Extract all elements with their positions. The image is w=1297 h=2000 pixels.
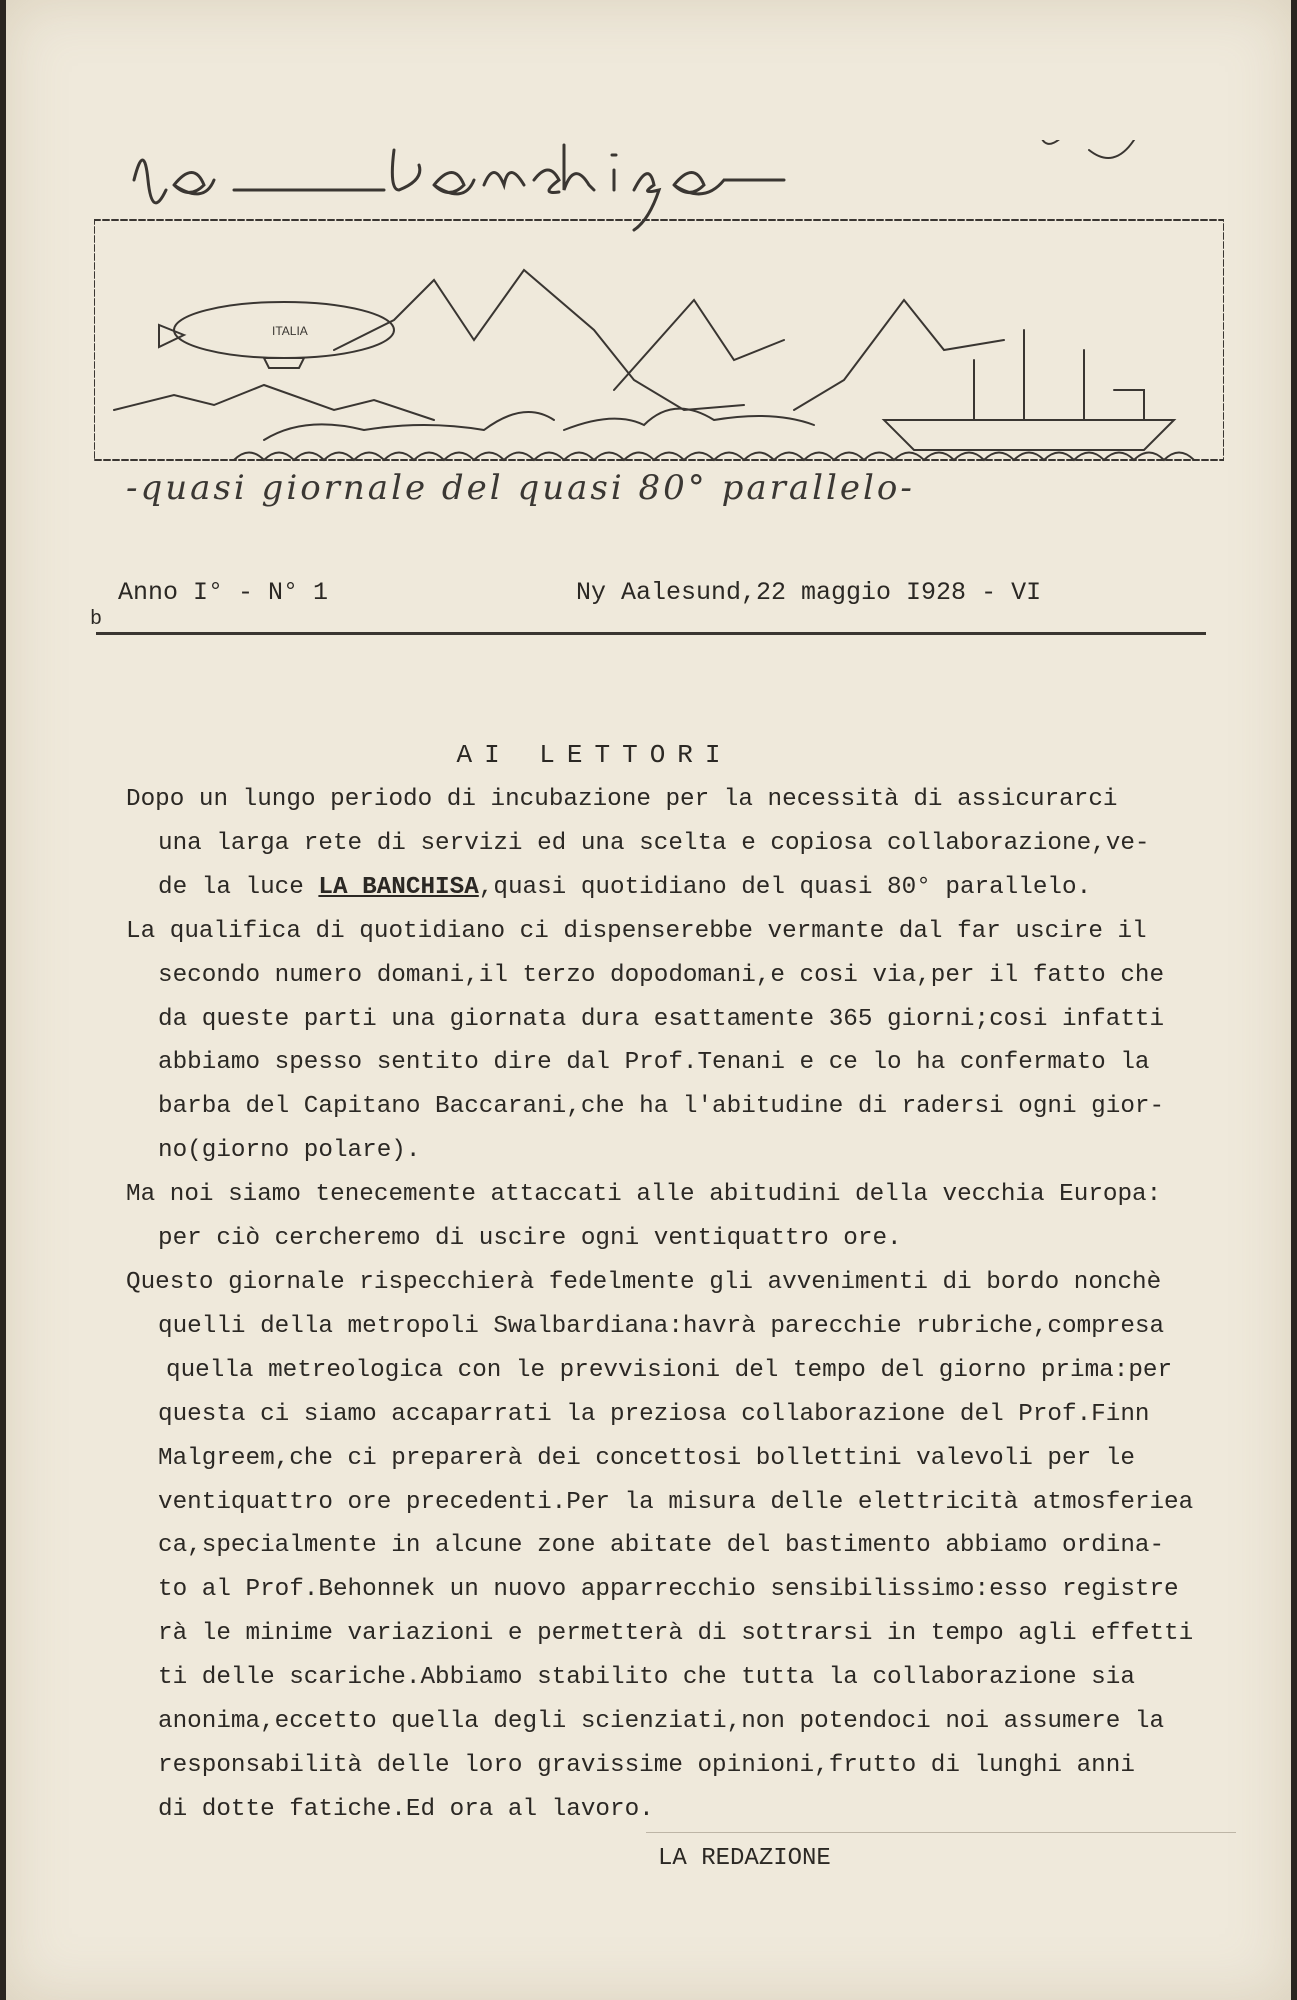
newspaper-page (6, 0, 1291, 2000)
line-text: ,quasi quotidiano del quasi 80° parallelo. (478, 873, 1092, 901)
line-text: Questo giornale rispecchierà fedelmente gli avvenimenti di bordo nonchè (126, 1268, 1162, 1296)
article-line (126, 1217, 1246, 1261)
masthead-logo (134, 145, 784, 230)
article-line (126, 1568, 1246, 1612)
line-text: secondo numero domani,il terzo dopodomani,e cosi via,per il fatto che (158, 961, 1165, 989)
signoff-divider (646, 1832, 1236, 1833)
line-text: questa ci siamo accaparrati la preziosa collaborazione del Prof.Finn (158, 1400, 1150, 1428)
article-line (126, 1437, 1246, 1481)
article-line (126, 1393, 1246, 1437)
line-text: responsabilità delle loro gravissime opinioni,frutto di lunghi anni (158, 1751, 1135, 1779)
line-text: Dopo un lungo periodo di incubazione per la necessità di assicurarci (126, 786, 1118, 813)
article-line (126, 1656, 1246, 1700)
newspaper-name: LA BANCHISA (318, 873, 479, 901)
article-line (126, 822, 1246, 866)
issue-number: Anno I° - N° 1 (118, 578, 329, 607)
article-line (126, 954, 1246, 998)
line-text: de la luce (158, 873, 319, 901)
masthead-illustration (94, 140, 1224, 485)
line-text: una larga rete di servizi ed una scelta e copiosa collaborazione,ve- (158, 829, 1150, 857)
mountains (114, 270, 1004, 420)
line-text: di dotte fatiche.Ed ora al lavoro. (158, 1795, 654, 1823)
line-text: anonima,eccetto quella degli scienziati,non potendoci noi assumere la (158, 1708, 1165, 1736)
line-text: quella metreologica con le prevvisioni del tempo del giorno prima:per (166, 1356, 1173, 1384)
article-line (126, 1085, 1246, 1129)
article-line (126, 866, 1246, 910)
article-line (126, 998, 1246, 1042)
article-line (126, 1041, 1246, 1085)
line-text: Malgreem,che ci preparerà dei concettosi bollettini valevoli per le (158, 1444, 1135, 1472)
article-heading-text: AI LETTORI (456, 740, 733, 770)
article-heading (6, 740, 1297, 770)
header-divider (96, 632, 1206, 635)
place-date: Ny Aalesund,22 maggio I928 - VI (576, 578, 1042, 607)
line-text: ventiquattro ore precedenti.Per la misura delle elettricità atmosferiea (158, 1488, 1194, 1516)
line-text: quelli della metropoli Swalbardiana:havrà parecchie rubriche,compresa (158, 1312, 1165, 1340)
article-line (126, 1129, 1246, 1173)
line-text: rà le minime variazioni e permetterà di sottrarsi in tempo agli effetti (158, 1620, 1194, 1648)
ship (884, 330, 1174, 450)
masthead-subtitle: -quasi giornale del quasi 80° parallelo- (126, 468, 915, 508)
line-text: barba del Capitano Baccarani,che ha l'abitudine di radersi ogni gior- (158, 1093, 1165, 1121)
line-text: ti delle scariche.Abbiamo stabilito che tutta la collaborazione sia (158, 1664, 1135, 1692)
sea-waves (234, 453, 1194, 461)
signature-scribble (1039, 140, 1134, 158)
line-text: La qualifica di quotidiano ci dispenserebbe vermante dal far uscire il (126, 917, 1147, 945)
article-line (126, 1700, 1246, 1744)
line-text: da queste parti una giornata dura esattamente 365 giorni;cosi infatti (158, 1005, 1165, 1033)
article-line (126, 1524, 1246, 1568)
line-text: abbiamo spesso sentito dire dal Prof.Tenani e ce lo ha confermato la (158, 1049, 1150, 1077)
article-line (126, 910, 1246, 954)
article-line (126, 1788, 1246, 1832)
ice-floes (264, 409, 814, 440)
airship-label: ITALIA (272, 324, 308, 338)
margin-mark: b (90, 608, 103, 631)
article-line (126, 1744, 1246, 1788)
line-text: to al Prof.Behonnek un nuovo apparrecchio sensibilissimo:esso registre (158, 1576, 1179, 1604)
article-line (126, 1261, 1246, 1305)
article-signoff: LA REDAZIONE (658, 1845, 831, 1872)
article-line (126, 1173, 1246, 1217)
line-text: per ciò cercheremo di uscire ogni ventiquattro ore. (158, 1225, 902, 1253)
article-line (126, 1612, 1246, 1656)
line-text: ca,specialmente in alcune zone abitate del bastimento abbiamo ordina- (158, 1532, 1165, 1560)
article-body (126, 778, 1246, 1832)
article-line (126, 1481, 1246, 1525)
article-line (126, 1349, 1246, 1393)
line-text: no(giorno polare). (158, 1137, 421, 1165)
article-line (126, 778, 1246, 822)
article-line (126, 1305, 1246, 1349)
line-text: Ma noi siamo tenecemente attaccati alle abitudini della vecchia Europa: (126, 1181, 1162, 1209)
